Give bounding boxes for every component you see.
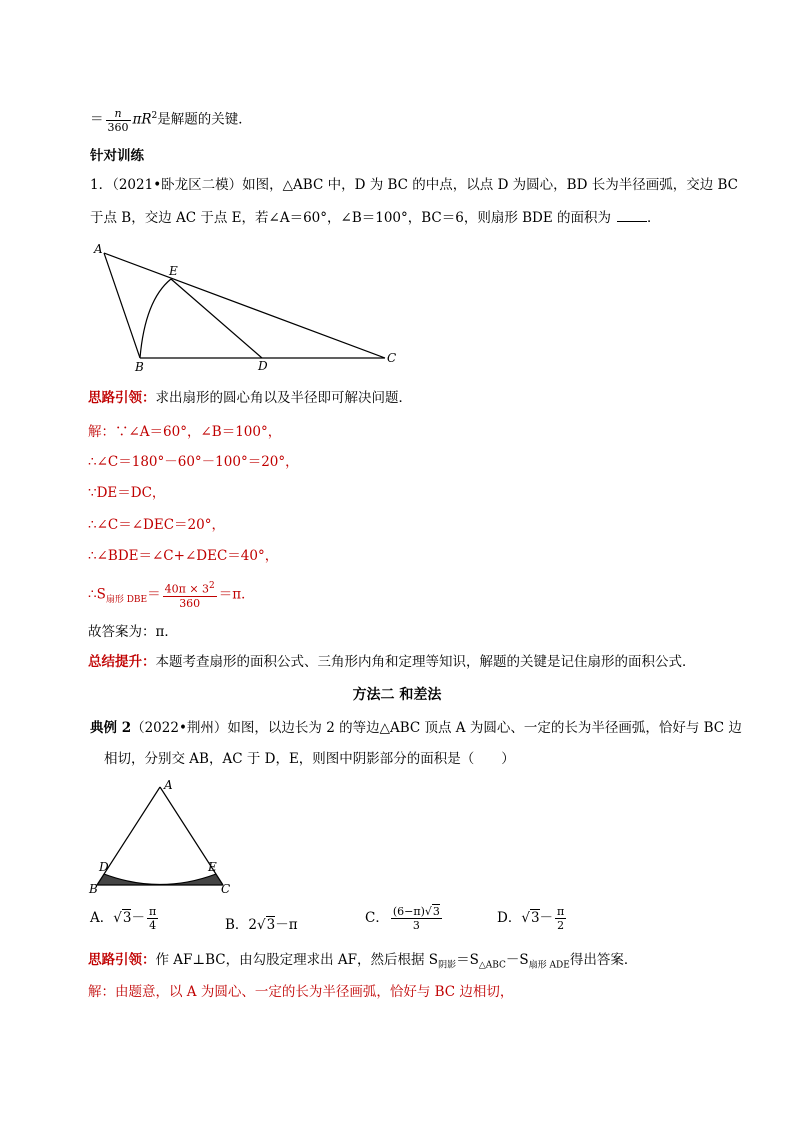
- hint1-text: 求出扇形的圆心角以及半径即可解决问题．: [155, 390, 412, 406]
- arc-be: [140, 279, 171, 358]
- example2-label: 典例 2: [90, 720, 132, 736]
- hint1: [88, 388, 412, 408]
- area-tail: ＝π．: [218, 586, 255, 603]
- shaded-region: [97, 874, 223, 885]
- q1-line2-end: ．: [647, 210, 661, 226]
- answer1: 故答案为：π．: [88, 624, 178, 640]
- label-a-2: A: [164, 778, 173, 792]
- example2-line2: 相切，分别交 AB，AC 于 D，E，则图中阴影部分的面积是（ ）: [104, 751, 515, 767]
- r-exponent: 2: [151, 111, 158, 121]
- method2-title: 方法二 和差法: [352, 687, 442, 703]
- label-c: C: [387, 351, 397, 365]
- hint2-label: 思路引领：: [88, 952, 156, 968]
- solution1-step1: 解：∵∠A＝60°，∠B＝100°，: [88, 424, 282, 440]
- pi-r: πR: [132, 111, 152, 128]
- area-eq: ＝: [147, 586, 161, 603]
- area-sub: 扇形 DBE: [105, 595, 148, 606]
- figure-triangle-sector: [85, 235, 405, 375]
- answer-blank: [617, 221, 647, 222]
- solution1-step2: ∴∠C＝180°－60°－100°＝20°，: [88, 454, 299, 470]
- label-e-2: E: [208, 860, 217, 874]
- label-e: E: [169, 264, 178, 278]
- equals: ＝: [90, 111, 104, 128]
- solution1-step3: ∵DE＝DC，: [88, 485, 166, 501]
- option-a[interactable]: A．√3－ $\frac{\pi}{4}$: [90, 905, 157, 932]
- hint2: 思路引领：作 AF⊥BC，由勾股定理求出 AF，然后根据 $S_{阴影}=S_{\triangle ABC}-S_{扇形 ADE}$得出答案．: [88, 952, 638, 971]
- label-d: D: [258, 359, 268, 373]
- solution2: 解：由题意，以 A 为圆心、一定的长为半径画弧，恰好与 BC 边相切，: [88, 984, 514, 1000]
- fraction-n-360: $\frac{n}{360}$: [107, 106, 129, 134]
- example2-line1: [90, 718, 742, 738]
- summary1-label: 总结提升：: [88, 654, 156, 670]
- q1-line2-text: 于点 B，交边 AC 于点 E，若∠A＝60°，∠B＝100°，BC＝6，则扇形 BDE 的面积为: [90, 210, 612, 226]
- label-c-2: C: [221, 882, 231, 896]
- solution1-step4: ∴∠C＝∠DEC＝20°，: [88, 517, 225, 533]
- summary1-text: 本题考查扇形的面积公式、三角形内角和定理等知识，解题的关键是记住扇形的面积公式．: [155, 654, 696, 670]
- option-d[interactable]: D．√3－ $\frac{\pi}{2}$: [497, 905, 565, 932]
- figure-equilateral-sector: [85, 775, 245, 900]
- hint1-label: 思路引领：: [88, 390, 156, 406]
- area-formula-line: [88, 580, 255, 610]
- label-d-2: D: [99, 860, 109, 874]
- summary1: [88, 652, 696, 672]
- segment-de: [171, 279, 262, 358]
- top-formula-line: [90, 106, 252, 134]
- example2-line1-text: （2022•荆州）如图，以边长为 2 的等边△ABC 顶点 A 为圆心、一定的长为半径画弧，恰好与 BC 边: [131, 720, 742, 736]
- area-fraction: $\frac{40\pi \times 3^2}{360}$: [164, 581, 215, 610]
- key-text: 是解题的关键．: [157, 111, 252, 128]
- option-b[interactable]: B．2√3－π: [225, 917, 298, 933]
- segment-ab: [104, 253, 140, 358]
- label-b: B: [135, 360, 144, 374]
- label-a: A: [94, 242, 103, 256]
- solution1-step5: ∴∠BDE＝∠C+∠DEC＝40°，: [88, 548, 279, 564]
- area-prefix: ∴S: [88, 586, 106, 603]
- label-b-2: B: [89, 882, 98, 896]
- q1-line2: [90, 208, 661, 228]
- option-c[interactable]: C． $\frac{(6-\pi)√3}{3}$: [365, 905, 440, 932]
- q1-line1: 1．（2021•卧龙区二模）如图，△ABC 中，D 为 BC 的中点，以点 D 为圆心，BD 长为半径画弧，交边 BC: [90, 177, 739, 193]
- section-practice-heading: 针对训练: [90, 148, 144, 164]
